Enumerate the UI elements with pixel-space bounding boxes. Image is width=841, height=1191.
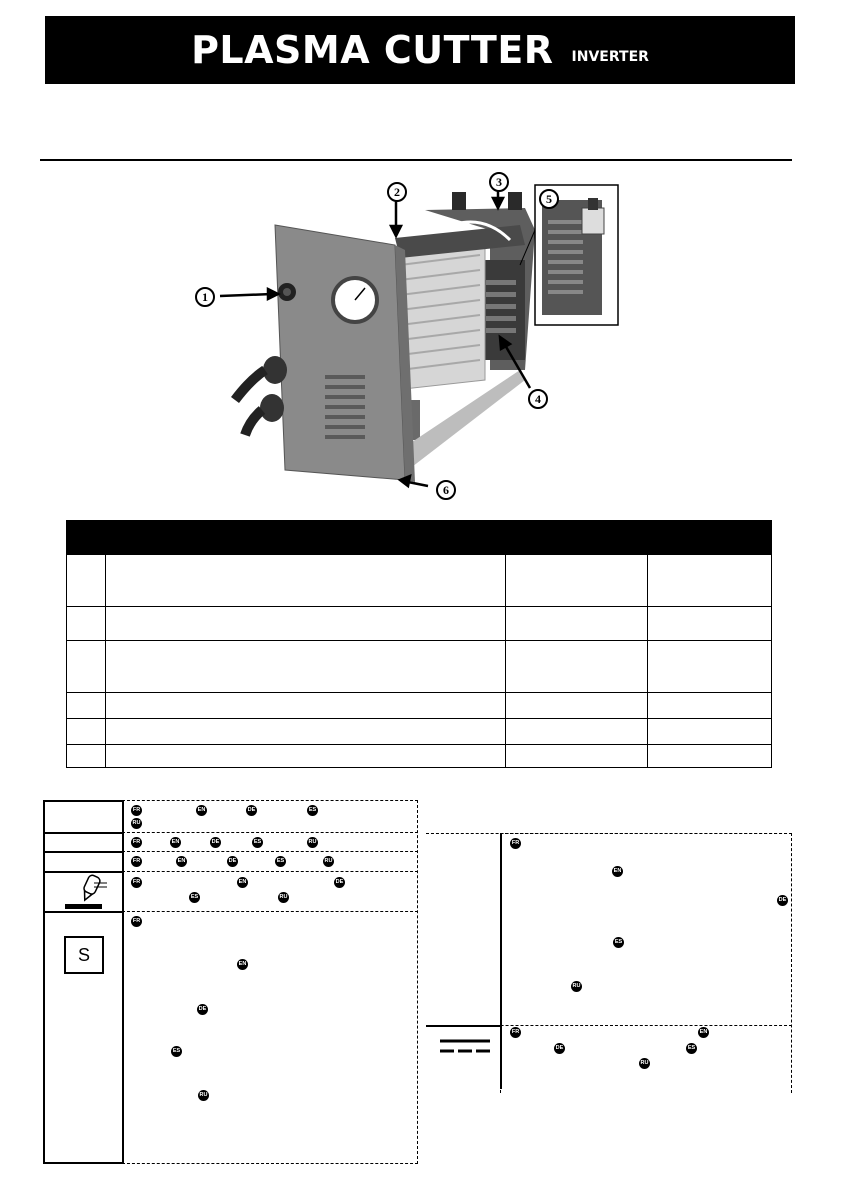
symbol-cell-3 <box>43 851 124 873</box>
direct-current-icon <box>426 1027 498 1067</box>
table-row <box>67 641 772 693</box>
s-symbol-label: S <box>77 944 90 965</box>
lang-badge-fr: FR <box>131 877 142 888</box>
callout-6: 6 <box>436 480 456 500</box>
callout-5: 5 <box>539 189 559 209</box>
lang-badge-es: ES <box>307 805 318 816</box>
symbol-cell-2 <box>43 832 124 853</box>
lang-badge-es: ES <box>613 937 624 948</box>
symbol-cell-s <box>43 911 124 1164</box>
callout-3: 3 <box>489 172 509 192</box>
table-header-row <box>67 521 772 555</box>
lang-badge-fr: FR <box>131 856 142 867</box>
table-row <box>67 745 772 768</box>
torch-connector <box>263 356 287 384</box>
lang-badge-en: EN <box>237 877 248 888</box>
lang-badge-fr: FR <box>510 1027 521 1038</box>
lang-badge-fr: FR <box>510 838 521 849</box>
lang-badge-ru: RU <box>278 892 289 903</box>
lang-badge-de: DE <box>210 837 221 848</box>
table-row <box>67 555 772 607</box>
header-banner <box>45 16 795 84</box>
lang-badge-en: EN <box>170 837 181 848</box>
lang-badge-de: DE <box>227 856 238 867</box>
page-title: PLASMA CUTTER <box>191 28 554 72</box>
col-header-description <box>105 521 505 555</box>
symbol-cell-1 <box>43 800 124 834</box>
lang-badge-ru: RU <box>639 1058 650 1069</box>
lang-badge-fr: FR <box>131 837 142 848</box>
lang-badge-de: DE <box>197 1004 208 1015</box>
table-row <box>67 719 772 745</box>
lang-badge-de: DE <box>334 877 345 888</box>
lang-badge-en: EN <box>237 959 248 970</box>
lang-badge-de: DE <box>777 895 788 906</box>
rear-top-knob <box>452 192 466 210</box>
lang-badge-es: ES <box>252 837 263 848</box>
lang-badge-es: ES <box>686 1043 697 1054</box>
lang-badge-en: EN <box>176 856 187 867</box>
plasma-torch-icon <box>45 873 122 911</box>
ground-connector <box>260 394 284 422</box>
col-header-ref-2 <box>647 521 771 555</box>
lang-badge-de: DE <box>246 805 257 816</box>
symbol-cell-torch <box>43 871 124 913</box>
lang-badge-ru: RU <box>307 837 318 848</box>
lang-badge-de: DE <box>554 1043 565 1054</box>
front-panel <box>275 225 405 480</box>
lang-badge-fr: FR <box>131 916 142 927</box>
s-symbol-box <box>64 936 104 974</box>
lang-badge-en: EN <box>196 805 207 816</box>
lang-badge-es: ES <box>189 892 200 903</box>
page-subtitle: INVERTER <box>571 49 649 65</box>
lang-badge-ru: RU <box>323 856 334 867</box>
symbol-cell-dc <box>426 1025 502 1089</box>
col-header-ref-1 <box>505 521 647 555</box>
lang-badge-es: ES <box>275 856 286 867</box>
table-row <box>67 607 772 641</box>
lang-badge-ru: RU <box>198 1090 209 1101</box>
lang-badge-fr: FR <box>131 805 142 816</box>
table-row <box>67 693 772 719</box>
machine-illustration <box>190 170 650 500</box>
callout-4: 4 <box>528 389 548 409</box>
lang-badge-en: EN <box>698 1027 709 1038</box>
lang-badge-es: ES <box>171 1046 182 1057</box>
symbol-cell-right-1 <box>426 833 502 1027</box>
callout-2: 2 <box>387 182 407 202</box>
callout-1: 1 <box>195 287 215 307</box>
col-header-number <box>67 521 106 555</box>
lang-badge-en: EN <box>612 866 623 877</box>
parts-table <box>66 520 772 768</box>
lang-badge-ru: RU <box>571 981 582 992</box>
lang-badge-ru: RU <box>131 818 142 829</box>
header-divider <box>40 159 792 161</box>
